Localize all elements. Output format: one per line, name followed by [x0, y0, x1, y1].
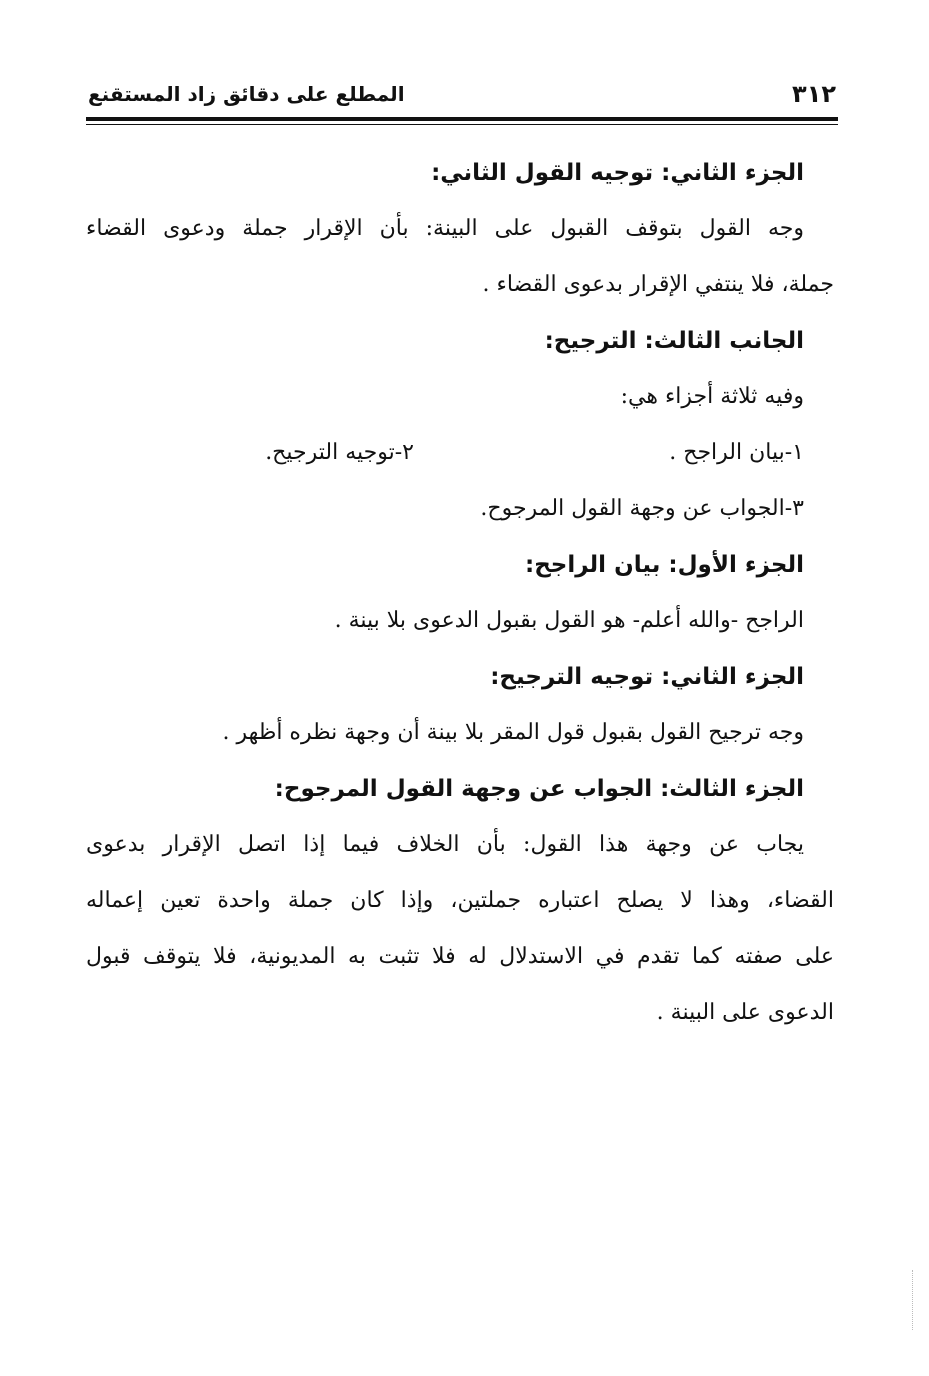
- paragraph-line: يجاب عن وجهة هذا القول: بأن الخلاف فيما إذا اتصل الإقرار بدعوى: [86, 832, 804, 857]
- paragraph-line: وفيه ثلاثة أجزاء هي:: [620, 384, 804, 409]
- paragraph-line: على صفته كما تقدم في الاستدلال له فلا تثبت به المديونية، فلا يتوقف قبول: [86, 944, 834, 969]
- list-item: ٢-توجيه الترجيح.: [265, 440, 414, 465]
- paragraph-line: وجه ترجيح القول بقبول قول المقر بلا بينة أن وجهة نظره أظهر .: [222, 720, 804, 745]
- paragraph-line: وجه القول بتوقف القبول على البينة: بأن الإقرار جملة ودعوى القضاء: [86, 216, 804, 241]
- list-row: [86, 425, 834, 481]
- list-item: ١-بيان الراجح .: [669, 440, 804, 465]
- section-heading: الجزء الثاني: توجيه الترجيح:: [490, 664, 804, 690]
- paragraph-line: القضاء، وهذا لا يصلح اعتباره جملتين، وإذا كان جملة واحدة تعين إعماله: [86, 888, 834, 913]
- scan-edge-mark: [912, 1270, 916, 1330]
- paragraph-line: جملة، فلا ينتفي الإقرار بدعوى القضاء .: [482, 272, 834, 297]
- section-heading: الجانب الثالث: الترجيح:: [544, 328, 804, 354]
- running-title: المطلع على دقائق زاد المستقنع: [88, 82, 405, 106]
- paragraph-line: الراجح -والله أعلم- هو القول بقبول الدعوى بلا بينة .: [334, 608, 804, 633]
- section-heading: الجزء الثالث: الجواب عن وجهة القول المرجوح:: [274, 776, 804, 802]
- paragraph-line: الدعوى على البينة .: [656, 1000, 834, 1025]
- header-rule-thick: [86, 117, 838, 121]
- page-body: [86, 145, 834, 1041]
- page-number: ٣١٢: [792, 80, 836, 108]
- header-rule-thin: [86, 124, 838, 125]
- page-header: [88, 78, 836, 114]
- section-heading: الجزء الثاني: توجيه القول الثاني:: [431, 160, 804, 186]
- section-heading: الجزء الأول: بيان الراجح:: [525, 552, 804, 578]
- list-item: ٣-الجواب عن وجهة القول المرجوح.: [480, 496, 804, 521]
